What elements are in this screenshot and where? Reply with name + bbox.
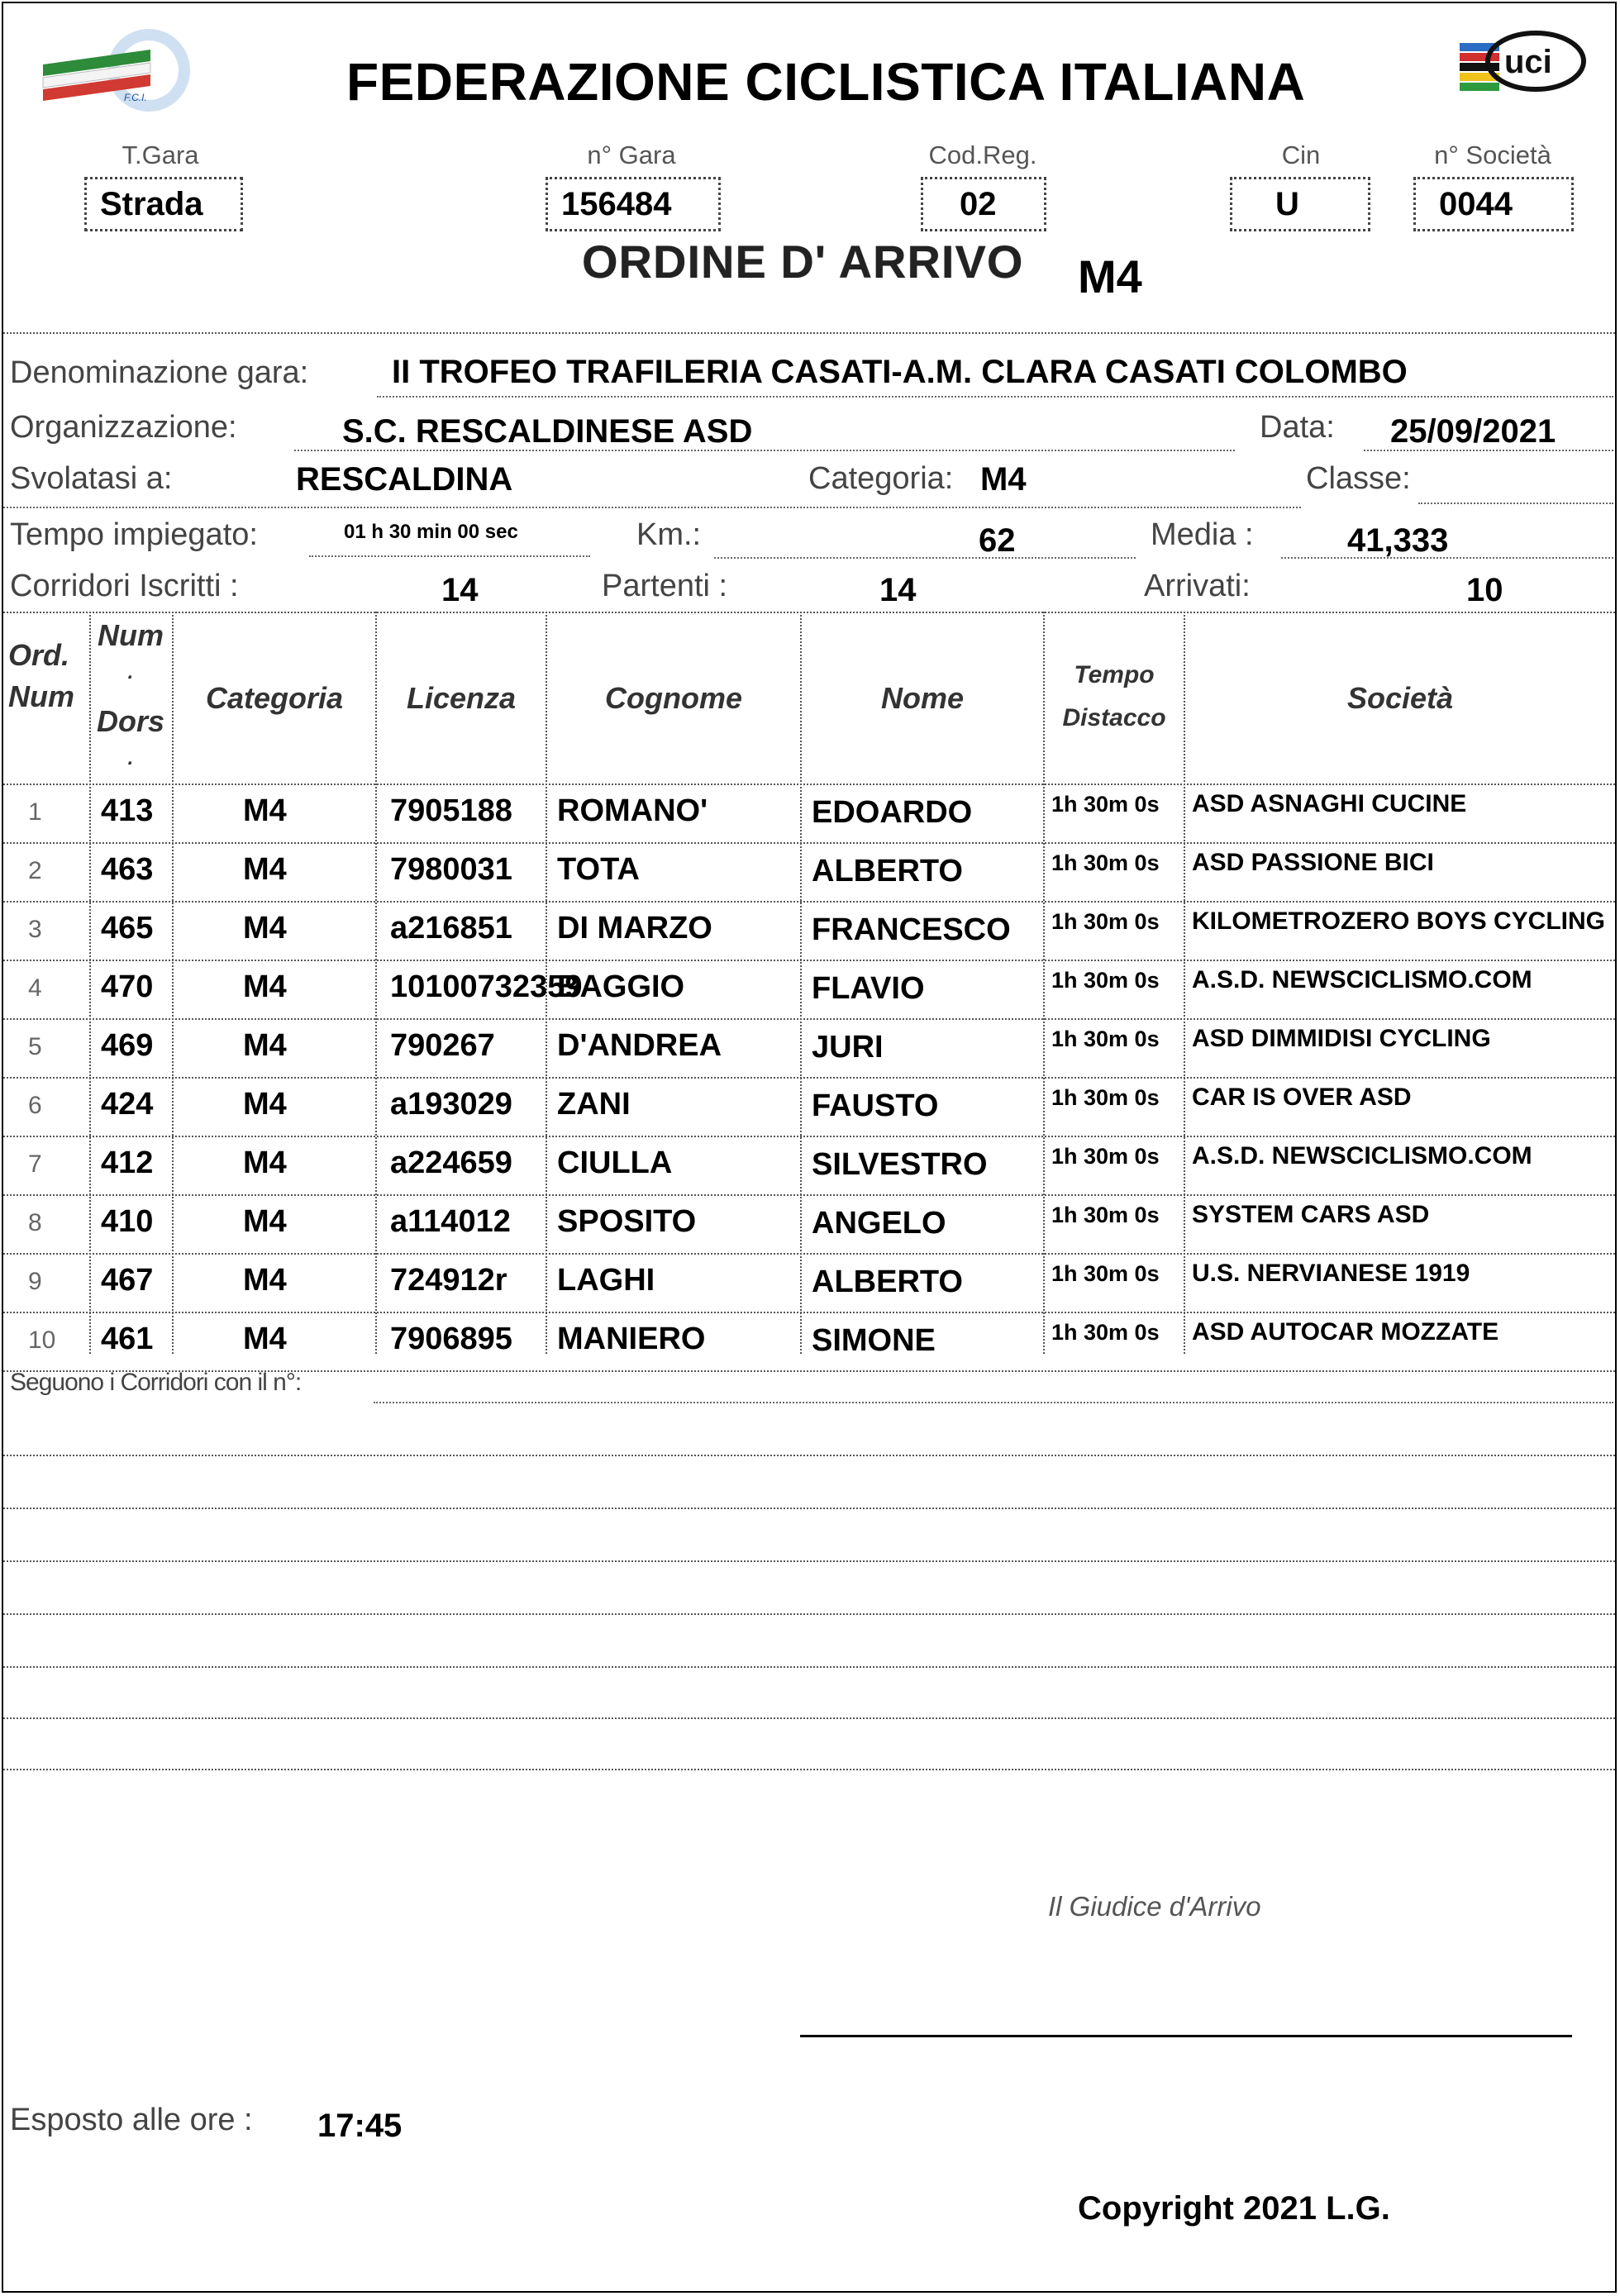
iscritti-label: Corridori Iscritti :	[10, 569, 239, 603]
cell-cognome: ROMANO'	[557, 793, 708, 828]
column-divider	[172, 612, 174, 1354]
row-divider	[3, 1253, 1615, 1255]
cell-num: 463	[101, 852, 154, 887]
dotted-underline	[1418, 503, 1613, 504]
cell-tempo: 1h 30m 0s	[1051, 1261, 1160, 1286]
fci-logo	[35, 25, 200, 116]
organizzazione-value: S.C. RESCALDINESE ASD	[342, 413, 753, 450]
svolatasi-label: Svolatasi a:	[10, 461, 173, 496]
cell-cognome: CIULLA	[557, 1146, 673, 1180]
row-divider	[3, 901, 1615, 903]
tgara-field: Strada	[84, 177, 243, 231]
header-num-dot: .	[127, 661, 134, 684]
cell-tempo: 1h 30m 0s	[1051, 1320, 1160, 1345]
cell-categoria: M4	[243, 852, 287, 887]
cell-num: 424	[101, 1087, 154, 1122]
esposto-label: Esposto alle ore :	[10, 2103, 253, 2137]
divider	[3, 332, 1615, 334]
svolatasi-value: RESCALDINA	[296, 461, 513, 498]
media-label: Media :	[1151, 517, 1254, 552]
header-societa: Società	[1346, 681, 1454, 715]
cell-num: 410	[101, 1204, 154, 1239]
cell-societa: A.S.D. NEWSCICLISMO.COM	[1192, 966, 1532, 993]
dotted-underline	[1364, 450, 1613, 451]
cell-societa: SYSTEM CARS ASD	[1192, 1201, 1430, 1228]
copyright: Copyright 2021 L.G.	[1078, 2190, 1390, 2227]
tempo-value: 01 h 30 min 00 sec	[344, 521, 518, 543]
cell-nome: SIMONE	[812, 1323, 936, 1358]
cell-tempo: 1h 30m 0s	[1051, 792, 1160, 817]
ordine-arrivo-heading: ORDINE D' ARRIVO	[582, 236, 1024, 288]
cell-ord: 1	[28, 798, 42, 826]
cell-tempo: 1h 30m 0s	[1051, 968, 1160, 993]
cell-societa: KILOMETROZERO BOYS CYCLING	[1192, 907, 1606, 935]
cell-licenza: 724912r	[390, 1263, 507, 1298]
cell-categoria: M4	[243, 1028, 287, 1063]
ngara-label: n° Gara	[587, 141, 676, 169]
denominazione-value: II TROFEO TRAFILERIA CASATI-A.M. CLARA CASATI COLOMBO	[392, 354, 1408, 390]
seguono-label: Seguono i Corridori con il n°:	[10, 1369, 302, 1396]
blank-line	[3, 1613, 1615, 1615]
blank-line	[3, 1666, 1615, 1668]
blank-line	[3, 1455, 1615, 1456]
cell-num: 461	[101, 1322, 154, 1356]
km-label: Km.:	[636, 517, 702, 552]
classe-label: Classe:	[1306, 461, 1411, 496]
cell-categoria: M4	[243, 1146, 287, 1180]
denominazione-label: Denominazione gara:	[10, 355, 309, 390]
cell-societa: ASD PASSIONE BICI	[1192, 849, 1434, 876]
header-ord-num: Num	[8, 679, 74, 713]
header-nome: Nome	[880, 681, 965, 715]
organizzazione-label: Organizzazione:	[10, 410, 237, 445]
signature-line	[800, 2035, 1572, 2037]
cell-nome: ALBERTO	[812, 854, 963, 888]
cell-nome: EDOARDO	[812, 795, 973, 830]
partenti-label: Partenti :	[602, 569, 728, 603]
column-divider	[375, 612, 377, 1354]
tgara-label: T.Gara	[122, 141, 199, 169]
header-dors: Dors	[96, 704, 165, 738]
cell-societa: A.S.D. NEWSCICLISMO.COM	[1192, 1142, 1532, 1169]
cell-num: 470	[101, 969, 154, 1004]
cell-num: 469	[101, 1028, 154, 1063]
column-divider	[89, 612, 91, 1354]
header-distacco: Distacco	[1062, 704, 1166, 731]
cell-ord: 3	[28, 916, 42, 943]
cell-licenza: a114012	[390, 1204, 511, 1239]
header-cognome: Cognome	[605, 681, 742, 715]
row-divider	[3, 960, 1615, 961]
ngara-field: 156484	[546, 177, 721, 231]
cell-ord: 7	[28, 1150, 42, 1178]
column-divider	[1184, 612, 1185, 1354]
cell-categoria: M4	[243, 1087, 287, 1122]
cell-licenza: 10100732359	[390, 969, 583, 1004]
arrivati-label: Arrivati:	[1144, 569, 1251, 603]
media-value: 41,333	[1347, 522, 1449, 559]
cell-categoria: M4	[243, 1263, 287, 1298]
cell-licenza: 7905188	[390, 793, 512, 828]
cell-cognome: D'ANDREA	[557, 1028, 722, 1063]
cell-tempo: 1h 30m 0s	[1051, 909, 1160, 934]
cell-categoria: M4	[243, 969, 287, 1004]
categoria-label: Categoria:	[808, 461, 954, 496]
cell-ord: 9	[28, 1268, 42, 1295]
cell-licenza: a193029	[390, 1087, 512, 1122]
fci-logo-text: F.C.I.	[124, 92, 147, 103]
cell-categoria: M4	[243, 911, 287, 946]
nsocieta-label: n° Società	[1434, 141, 1551, 169]
row-divider	[3, 1312, 1615, 1313]
cell-cognome: MANIERO	[557, 1322, 706, 1356]
header-licenza: Licenza	[406, 681, 517, 715]
header-ord: Ord.	[8, 638, 70, 672]
cell-licenza: a224659	[390, 1146, 512, 1180]
dotted-underline	[377, 396, 1613, 398]
cell-nome: FRANCESCO	[812, 912, 1011, 947]
cell-num: 465	[101, 911, 154, 946]
data-value: 25/09/2021	[1390, 413, 1556, 450]
cell-ord: 8	[28, 1209, 42, 1236]
cell-ord: 6	[28, 1092, 42, 1119]
cell-num: 413	[101, 793, 154, 828]
dotted-underline	[3, 507, 1301, 508]
uci-logo	[1453, 25, 1594, 116]
cell-societa: ASD AUTOCAR MOZZATE	[1192, 1318, 1499, 1346]
codreg-label: Cod.Reg.	[928, 141, 1037, 169]
cell-nome: SILVESTRO	[812, 1147, 988, 1182]
cell-nome: ALBERTO	[812, 1265, 963, 1299]
cell-ord: 10	[28, 1327, 56, 1354]
partenti-value: 14	[879, 572, 917, 608]
cell-societa: U.S. NERVIANESE 1919	[1192, 1260, 1470, 1287]
cell-societa: ASD DIMMIDISI CYCLING	[1192, 1025, 1491, 1052]
cell-licenza: 790267	[390, 1028, 495, 1063]
page-title: FEDERAZIONE CICLISTICA ITALIANA	[346, 52, 1306, 112]
cell-tempo: 1h 30m 0s	[1051, 850, 1160, 875]
cell-societa: CAR IS OVER ASD	[1192, 1084, 1412, 1111]
row-divider	[3, 1077, 1615, 1079]
cell-num: 412	[101, 1146, 154, 1180]
cin-label: Cin	[1281, 141, 1321, 169]
cell-cognome: TOTA	[557, 852, 640, 887]
cell-tempo: 1h 30m 0s	[1051, 1144, 1160, 1169]
cell-nome: FLAVIO	[812, 971, 925, 1006]
esposto-value: 17:45	[317, 2108, 403, 2144]
cell-licenza: 7906895	[390, 1322, 512, 1356]
km-value: 62	[979, 522, 1016, 559]
cell-cognome: BAGGIO	[557, 969, 685, 1004]
dotted-underline	[294, 450, 1235, 451]
table-border	[3, 612, 1615, 613]
arrivati-value: 10	[1466, 572, 1503, 608]
cell-ord: 2	[28, 857, 42, 884]
tempo-label: Tempo impiegato:	[10, 517, 258, 552]
uci-logo-text: uci	[1504, 44, 1552, 80]
cell-tempo: 1h 30m 0s	[1051, 1085, 1160, 1110]
cell-nome: JURI	[812, 1030, 884, 1065]
blank-line	[3, 1508, 1615, 1509]
cell-ord: 5	[28, 1033, 42, 1060]
table-border	[3, 784, 1615, 785]
header-num: Num	[98, 618, 164, 652]
dotted-underline	[374, 1402, 1613, 1403]
dotted-underline	[714, 557, 1136, 559]
header-tempo: Tempo	[1074, 661, 1155, 688]
blank-line	[3, 1717, 1615, 1719]
row-divider	[3, 1018, 1615, 1020]
cell-ord: 4	[28, 974, 42, 1002]
blank-line	[3, 1560, 1615, 1562]
header-categoria: Categoria	[205, 681, 344, 715]
cell-licenza: 7980031	[390, 852, 512, 887]
data-label: Data:	[1260, 410, 1335, 445]
cell-cognome: ZANI	[557, 1087, 631, 1122]
cell-licenza: a216851	[390, 911, 512, 946]
document-page	[2, 2, 1617, 2293]
cell-cognome: DI MARZO	[557, 911, 712, 946]
cell-tempo: 1h 30m 0s	[1051, 1027, 1160, 1051]
categoria-value: M4	[980, 461, 1027, 498]
blank-line	[3, 1769, 1615, 1770]
row-divider	[3, 842, 1615, 844]
nsocieta-field: 0044	[1413, 177, 1574, 231]
dotted-underline	[1281, 557, 1613, 559]
cell-categoria: M4	[243, 1204, 287, 1239]
cin-field: U	[1230, 177, 1370, 231]
cell-categoria: M4	[243, 1322, 287, 1356]
cell-tempo: 1h 30m 0s	[1051, 1203, 1160, 1227]
iscritti-value: 14	[441, 572, 479, 608]
cell-nome: FAUSTO	[812, 1088, 939, 1123]
codreg-field: 02	[921, 177, 1046, 231]
column-divider	[800, 612, 802, 1354]
category-heading: M4	[1078, 250, 1142, 302]
cell-nome: ANGELO	[812, 1206, 946, 1241]
row-divider	[3, 1194, 1615, 1196]
cell-categoria: M4	[243, 793, 287, 828]
cell-cognome: LAGHI	[557, 1263, 655, 1298]
header-dors-dot: .	[127, 747, 134, 769]
giudice-label: Il Giudice d'Arrivo	[1048, 1891, 1261, 1922]
row-divider	[3, 1136, 1615, 1137]
cell-societa: ASD ASNAGHI CUCINE	[1192, 790, 1467, 817]
cell-cognome: SPOSITO	[557, 1204, 697, 1239]
dotted-underline	[309, 555, 590, 557]
cell-num: 467	[101, 1263, 154, 1298]
